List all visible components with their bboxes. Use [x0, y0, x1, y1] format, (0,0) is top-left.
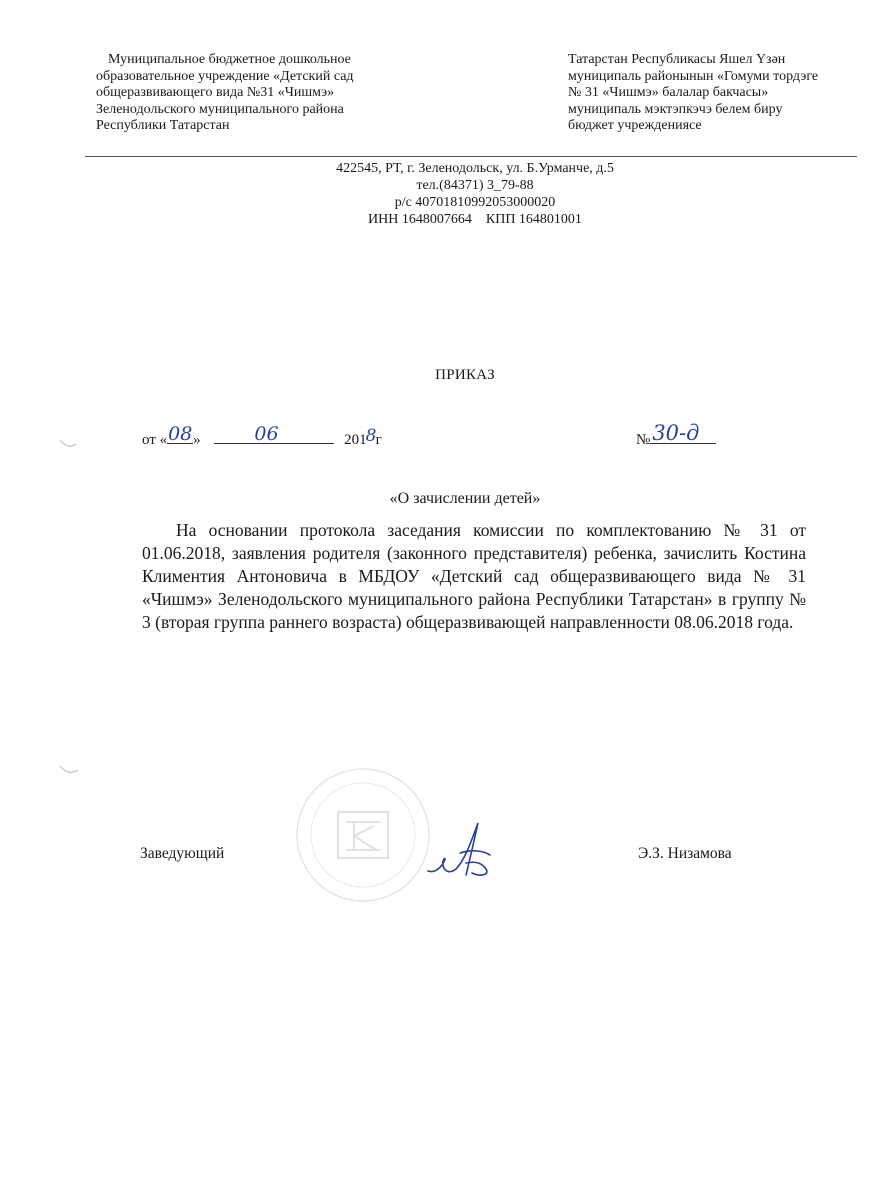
address-phone: тел.(84371) 3_79-88 — [416, 178, 534, 193]
header-left-line: общеразвивающего вида №31 «Чишмэ» — [96, 85, 335, 100]
day-handwritten: 08 — [168, 423, 193, 445]
header-left-line: Республики Татарстан — [96, 118, 230, 133]
date-prefix: от « — [142, 432, 168, 448]
document-title: ПРИКАЗ — [435, 367, 495, 383]
header-right-organization — [568, 52, 818, 135]
month-blank — [214, 423, 334, 445]
header-left-line: Зеленодольского муниципального района — [96, 101, 344, 117]
faint-stamp-image — [288, 760, 438, 910]
address-inn-kpp: ИНН 1648007664 КПП 164801001 — [368, 212, 582, 227]
header-left-organization — [96, 52, 354, 135]
address-street: 422545, РТ, г. Зеленодольск, ул. Б.Урманче, д.5 — [336, 161, 614, 176]
order-subject: «О зачислении детей» — [389, 490, 541, 507]
header-divider — [85, 156, 857, 157]
header-right-line: Татарстан Республикасы Яшел Үзән — [568, 52, 786, 67]
year-digit-blank — [365, 426, 377, 446]
header-right-line: № 31 «Чишмэ» балалар бакчасы» — [568, 85, 769, 100]
address-account: р/с 40701810992053000020 — [394, 195, 556, 210]
number-label: № — [636, 432, 651, 448]
order-date — [142, 423, 382, 449]
header-left-line: образовательное учреждение «Детский сад — [96, 68, 354, 84]
header-right-line: муниципаль районынын «Гомуми тордэге — [568, 68, 819, 84]
month-handwritten: 06 — [254, 423, 279, 445]
address-block — [200, 160, 750, 228]
order-body: На основании протокола заседания комиссии по комплектованию № 31 от 01.06.2018, заявления родителя (законного представителя) ребенка, зачислить Костина Климентия Антоновича в МБДОУ «Детский сад общеразвивающего вида № 31 «Чишмэ» Зеленодольского муниципального района Республики Татарстан» в группу № 3 (вторая группа раннего возраста) общеразвивающей направленности 08.06.2018 года. — [142, 520, 806, 632]
year-prefix: 201 — [344, 432, 367, 448]
year-suffix: г — [375, 432, 382, 448]
number-blank — [650, 421, 716, 445]
scan-mark — [58, 764, 80, 778]
signature-name: Э.З. Низамова — [638, 845, 732, 862]
handwritten-signature-image — [420, 815, 510, 885]
header-left-line: Муниципальное бюджетное дошкольное — [108, 52, 351, 67]
scan-mark — [58, 438, 78, 452]
day-blank — [167, 423, 193, 445]
order-number — [636, 421, 716, 449]
date-mid: » — [193, 432, 201, 448]
header-right-line: бюджет учреждениясе — [568, 118, 702, 133]
number-handwritten: 30-д — [652, 421, 700, 445]
year-digit-handwritten: 8 — [365, 426, 377, 446]
header-right-line: муниципаль мэктэпкэчэ белем биру — [568, 101, 783, 117]
signature-title: Заведующий — [140, 845, 225, 862]
